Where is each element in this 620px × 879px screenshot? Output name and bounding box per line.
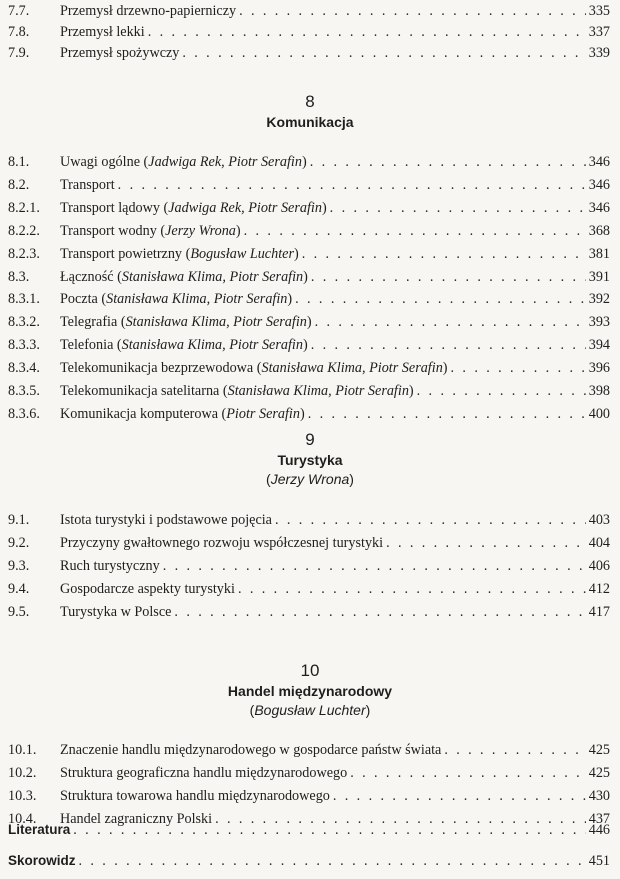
- entry-page: 381: [588, 245, 610, 262]
- entry-number: 8.3.1.: [8, 291, 40, 308]
- dot-leader: [311, 336, 586, 354]
- entry-title: Telekomunikacja satelitarna (Stanisława Klima, Piotr Serafin): [60, 383, 414, 399]
- entry-page: 425: [588, 764, 610, 781]
- entry-title: Łączność (Stanisława Klima, Piotr Serafin): [60, 268, 308, 285]
- entry-number: 8.2.3.: [8, 245, 40, 262]
- dot-leader: [386, 534, 586, 552]
- entry-page: 393: [588, 314, 610, 331]
- entry-page: 425: [588, 742, 610, 758]
- dot-leader: [275, 511, 586, 529]
- dot-leader: [333, 787, 586, 805]
- entry-title: Komunikacja komputerowa (Piotr Serafin): [60, 405, 305, 422]
- entry-number: 8.3.3.: [8, 337, 40, 354]
- entry-page: 398: [588, 383, 610, 399]
- dot-leader: [417, 382, 586, 400]
- entry-title: Znaczenie handlu międzynarodowego w gospodarce państw świata: [60, 742, 442, 758]
- dot-leader: [174, 603, 585, 621]
- entry-title: Przemysł spożywczy: [60, 45, 180, 61]
- entry-title: Transport wodny (Jerzy Wrona): [60, 222, 241, 239]
- entry-number: 9.3.: [8, 557, 30, 574]
- entry-author: Jerzy Wrona: [165, 222, 236, 239]
- dot-leader: [308, 405, 586, 423]
- toc-entry: [8, 2, 610, 20]
- entry-title: Transport lądowy (Jadwiga Rek, Piotr Serafin): [60, 199, 327, 216]
- chapter-author: (Jerzy Wrona): [266, 471, 354, 487]
- toc-entry: [8, 603, 610, 621]
- dot-leader: [244, 222, 586, 240]
- toc-entry-skorowidz: [8, 852, 610, 870]
- toc-entry: [8, 764, 610, 782]
- entry-number: 8.3.6.: [8, 405, 40, 422]
- entry-title: Struktura geograficzna handlu międzynarodowego: [60, 764, 348, 781]
- entry-page: 417: [588, 603, 610, 620]
- entry-number: 8.2.1.: [8, 199, 40, 216]
- toc-entry: [8, 290, 610, 308]
- entry-author: Bogusław Luchter: [190, 245, 294, 262]
- entry-page: 337: [588, 24, 610, 40]
- toc-entry: [8, 313, 610, 331]
- entry-number: 8.3.5.: [8, 383, 40, 399]
- entry-author: Stanisława Klima, Piotr Serafin: [125, 314, 307, 331]
- chapter-title: Turystyka: [277, 452, 343, 468]
- toc-entry: [8, 268, 610, 286]
- dot-leader: [302, 245, 586, 263]
- entry-title: Przemysł lekki: [60, 24, 145, 40]
- dot-leader: [311, 268, 586, 286]
- entry-author: Piotr Serafin: [226, 405, 300, 422]
- entry-number: 10.3.: [8, 787, 37, 804]
- entry-page: 451: [588, 853, 610, 869]
- dot-leader: [310, 153, 586, 171]
- entry-title: Uwagi ogólne (Jadwiga Rek, Piotr Serafin): [60, 154, 307, 170]
- entry-page: 403: [588, 512, 610, 528]
- author-name: Bogusław Luchter: [254, 702, 366, 718]
- entry-number: 8.3.: [8, 268, 30, 285]
- entry-title: Transport: [60, 176, 115, 193]
- entry-title: Ruch turystyczny: [60, 557, 160, 574]
- dot-leader: [330, 199, 586, 217]
- entry-page: 396: [588, 360, 610, 377]
- toc-entry-literatura: [8, 821, 610, 839]
- entry-number: 8.2.2.: [8, 222, 40, 239]
- entry-author: Stanisława Klima, Piotr Serafin: [227, 383, 409, 399]
- toc-entry: [8, 153, 610, 171]
- toc-entry: [8, 199, 610, 217]
- chapter-number: 9: [305, 430, 315, 449]
- entry-number: 9.4.: [8, 580, 30, 597]
- entry-number: 9.5.: [8, 603, 30, 620]
- entry-number: 9.1.: [8, 512, 30, 528]
- dot-leader: [315, 313, 586, 331]
- toc-entry: [8, 534, 610, 552]
- entry-title: Transport powietrzny (Bogusław Luchter): [60, 245, 299, 262]
- toc-entry: [8, 245, 610, 263]
- dot-leader: [444, 741, 585, 759]
- entry-author: Stanisława Klima, Piotr Serafin: [261, 360, 443, 377]
- toc-entry: [8, 382, 610, 400]
- entry-page: 406: [588, 557, 610, 574]
- entry-page: 346: [588, 154, 610, 170]
- entry-title: Istota turystyki i podstawowe pojęcia: [60, 512, 272, 528]
- toc-entry: [8, 511, 610, 529]
- entry-number: 7.8.: [8, 24, 30, 40]
- chapter-title: Komunikacja: [266, 114, 354, 130]
- entry-number: 10.4.: [8, 810, 37, 827]
- toc-entry: [8, 23, 610, 41]
- dot-leader: [182, 44, 585, 62]
- entry-page: 368: [588, 222, 610, 239]
- entry-number: 10.1.: [8, 742, 37, 758]
- entry-number: 7.7.: [8, 3, 30, 19]
- entry-number: 8.1.: [8, 154, 30, 170]
- entry-number: 7.9.: [8, 45, 30, 61]
- entry-title: Telegrafia (Stanisława Klima, Piotr Serafin): [60, 314, 312, 331]
- entry-page: 394: [588, 337, 610, 354]
- dot-leader: [239, 2, 586, 20]
- entry-number: 8.2.: [8, 176, 30, 193]
- toc-entry: [8, 222, 610, 240]
- dot-leader: [295, 290, 586, 308]
- entry-title: Telefonia (Stanisława Klima, Piotr Serafin): [60, 337, 308, 354]
- entry-page: 412: [588, 580, 610, 597]
- chapter-author: (Bogusław Luchter): [249, 702, 371, 718]
- entry-page: 339: [588, 45, 610, 61]
- entry-page: 335: [588, 3, 610, 19]
- toc-entry: [8, 580, 610, 598]
- chapter-title: Handel międzynarodowy: [227, 683, 393, 699]
- entry-author: Jadwiga Rek, Piotr Serafin: [168, 199, 322, 216]
- toc-entry: [8, 336, 610, 354]
- entry-number: 9.2.: [8, 534, 30, 551]
- entry-page: 392: [588, 291, 610, 308]
- entry-title: Gospodarcze aspekty turystyki: [60, 580, 235, 597]
- dot-leader: [350, 764, 586, 782]
- toc-entry: [8, 741, 610, 759]
- dot-leader: [79, 852, 586, 870]
- entry-page: 346: [588, 176, 610, 193]
- entry-number: 8.3.2.: [8, 314, 40, 331]
- entry-author: Stanisława Klima, Piotr Serafin: [106, 291, 288, 308]
- entry-title: Literatura: [8, 822, 71, 837]
- entry-title: Poczta (Stanisława Klima, Piotr Serafin): [60, 291, 293, 308]
- dot-leader: [238, 580, 586, 598]
- author-name: Jerzy Wrona: [270, 471, 350, 487]
- entry-title: Telekomunikacja bezprzewodowa (Stanisława Klima, Piotr Serafin): [60, 360, 448, 377]
- toc-entry: [8, 405, 610, 423]
- entry-title: Handel zagraniczny Polski: [60, 810, 213, 827]
- dot-leader: [118, 176, 586, 194]
- entry-page: 346: [588, 199, 610, 216]
- chapter-number: 8: [305, 92, 315, 111]
- toc-entry: [8, 557, 610, 575]
- entry-title: Skorowidz: [8, 853, 76, 868]
- toc-entry: [8, 44, 610, 62]
- entry-number: 10.2.: [8, 764, 37, 781]
- entry-number: 8.3.4.: [8, 360, 40, 377]
- chapter-number: 10: [300, 661, 320, 680]
- entry-title: Struktura towarowa handlu międzynarodowego: [60, 787, 330, 804]
- entry-title: Turystyka w Polsce: [60, 603, 172, 620]
- entry-page: 400: [588, 405, 610, 422]
- entry-author: Jadwiga Rek, Piotr Serafin: [148, 154, 302, 170]
- dot-leader: [163, 557, 586, 575]
- entry-author: Stanisława Klima, Piotr Serafin: [121, 268, 304, 285]
- toc-entry: [8, 176, 610, 194]
- entry-page: 391: [588, 268, 610, 285]
- entry-page: 437: [588, 810, 610, 827]
- dot-leader: [148, 23, 586, 41]
- entry-title: Przemysł drzewno-papierniczy: [60, 3, 237, 19]
- entry-author: Stanisława Klima, Piotr Serafin: [121, 337, 303, 354]
- entry-page: 446: [588, 822, 610, 838]
- entry-title: Przyczyny gwałtownego rozwoju współczesnej turystyki: [60, 534, 384, 551]
- entry-page: 430: [588, 787, 610, 804]
- toc-entry: [8, 359, 610, 377]
- dot-leader: [73, 821, 585, 839]
- entry-page: 404: [588, 534, 610, 551]
- dot-leader: [451, 359, 586, 377]
- toc-entry: [8, 787, 610, 805]
